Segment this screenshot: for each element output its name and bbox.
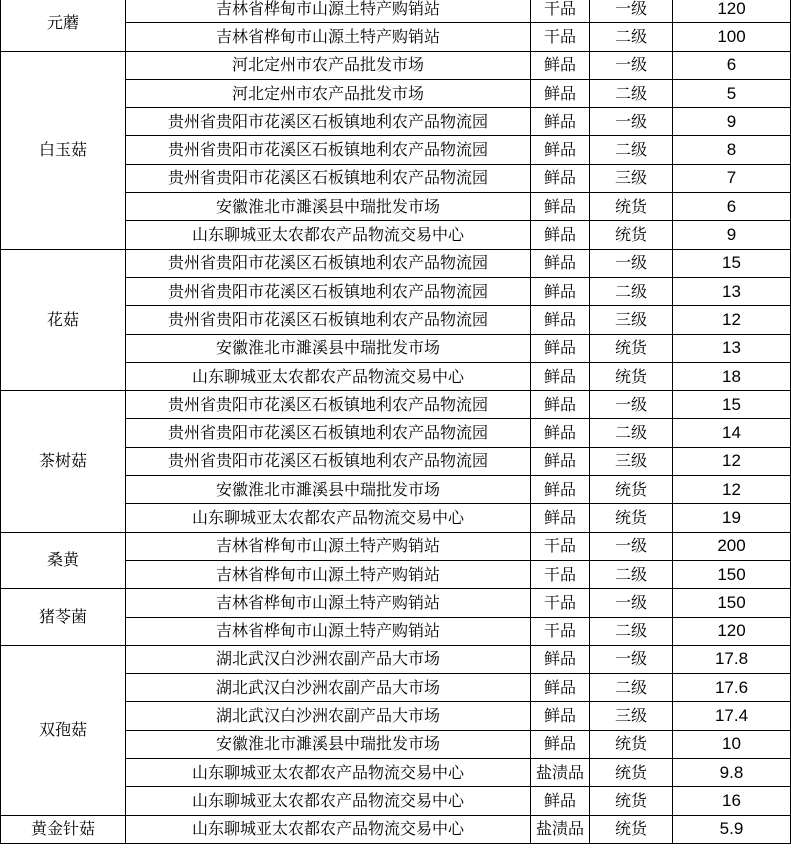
table-row [1,815,791,843]
market-cell: 山东聊城亚太农都农产品物流交易中心 [126,759,531,787]
market-cell: 吉林省桦甸市山源土特产购销站 [126,23,531,51]
grade-cell: 统货 [590,759,673,787]
product-type-cell: 盐渍品 [531,759,590,787]
table-row [1,51,791,79]
price-cell: 17.8 [673,645,791,673]
market-cell: 贵州省贵阳市花溪区石板镇地利农产品物流园 [126,136,531,164]
product-type-cell: 鲜品 [531,306,590,334]
market-cell: 吉林省桦甸市山源土特产购销站 [126,617,531,645]
product-name-cell: 猪苓菌 [1,589,126,646]
price-cell: 9 [673,221,791,249]
grade-cell: 一级 [590,391,673,419]
grade-cell: 统货 [590,334,673,362]
price-cell: 13 [673,334,791,362]
product-type-cell: 鲜品 [531,193,590,221]
product-name-cell: 桑黄 [1,532,126,589]
price-cell: 6 [673,193,791,221]
price-table-body [1,0,791,843]
market-cell: 贵州省贵阳市花溪区石板镇地利农产品物流园 [126,419,531,447]
product-type-cell: 鲜品 [531,164,590,192]
market-cell: 山东聊城亚太农都农产品物流交易中心 [126,815,531,843]
market-cell: 贵州省贵阳市花溪区石板镇地利农产品物流园 [126,249,531,277]
product-type-cell: 干品 [531,532,590,560]
price-cell: 8 [673,136,791,164]
grade-cell: 二级 [590,560,673,588]
grade-cell: 三级 [590,447,673,475]
price-cell: 100 [673,23,791,51]
product-type-cell: 干品 [531,0,590,23]
price-cell: 5 [673,79,791,107]
grade-cell: 统货 [590,815,673,843]
grade-cell: 二级 [590,136,673,164]
price-cell: 15 [673,249,791,277]
grade-cell: 二级 [590,23,673,51]
price-cell: 120 [673,0,791,23]
product-type-cell: 鲜品 [531,221,590,249]
product-type-cell: 鲜品 [531,277,590,305]
price-cell: 16 [673,787,791,815]
table-row [1,249,791,277]
product-type-cell: 鲜品 [531,391,590,419]
product-type-cell: 鲜品 [531,504,590,532]
product-type-cell: 鲜品 [531,362,590,390]
grade-cell: 三级 [590,702,673,730]
grade-cell: 三级 [590,306,673,334]
market-cell: 安徽淮北市濉溪县中瑞批发市场 [126,476,531,504]
price-cell: 200 [673,532,791,560]
product-type-cell: 鲜品 [531,136,590,164]
grade-cell: 统货 [590,476,673,504]
grade-cell: 统货 [590,362,673,390]
price-cell: 14 [673,419,791,447]
price-cell: 18 [673,362,791,390]
market-cell: 吉林省桦甸市山源土特产购销站 [126,0,531,23]
market-cell: 贵州省贵阳市花溪区石板镇地利农产品物流园 [126,391,531,419]
product-type-cell: 鲜品 [531,476,590,504]
market-cell: 河北定州市农产品批发市场 [126,79,531,107]
product-type-cell: 鲜品 [531,787,590,815]
grade-cell: 二级 [590,277,673,305]
grade-cell: 一级 [590,108,673,136]
market-cell: 湖北武汉白沙洲农副产品大市场 [126,702,531,730]
price-cell: 17.4 [673,702,791,730]
product-type-cell: 鲜品 [531,108,590,136]
product-type-cell: 干品 [531,560,590,588]
price-cell: 150 [673,560,791,588]
grade-cell: 二级 [590,617,673,645]
product-type-cell: 干品 [531,23,590,51]
product-type-cell: 鲜品 [531,419,590,447]
grade-cell: 统货 [590,787,673,815]
grade-cell: 一级 [590,645,673,673]
table-row [1,589,791,617]
product-type-cell: 鲜品 [531,447,590,475]
grade-cell: 二级 [590,79,673,107]
market-cell: 山东聊城亚太农都农产品物流交易中心 [126,504,531,532]
price-cell: 12 [673,476,791,504]
price-cell: 7 [673,164,791,192]
price-cell: 19 [673,504,791,532]
market-cell: 山东聊城亚太农都农产品物流交易中心 [126,362,531,390]
market-cell: 贵州省贵阳市花溪区石板镇地利农产品物流园 [126,277,531,305]
product-type-cell: 鲜品 [531,730,590,758]
price-cell: 150 [673,589,791,617]
grade-cell: 三级 [590,164,673,192]
market-cell: 湖北武汉白沙洲农副产品大市场 [126,674,531,702]
product-type-cell: 鲜品 [531,702,590,730]
grade-cell: 一级 [590,51,673,79]
market-cell: 安徽淮北市濉溪县中瑞批发市场 [126,334,531,362]
product-type-cell: 干品 [531,589,590,617]
product-type-cell: 盐渍品 [531,815,590,843]
market-cell: 贵州省贵阳市花溪区石板镇地利农产品物流园 [126,306,531,334]
table-row [1,391,791,419]
market-cell: 山东聊城亚太农都农产品物流交易中心 [126,221,531,249]
price-cell: 12 [673,447,791,475]
price-cell: 120 [673,617,791,645]
price-cell: 12 [673,306,791,334]
market-cell: 贵州省贵阳市花溪区石板镇地利农产品物流园 [126,108,531,136]
table-row [1,532,791,560]
market-cell: 湖北武汉白沙洲农副产品大市场 [126,645,531,673]
grade-cell: 统货 [590,730,673,758]
grade-cell: 二级 [590,674,673,702]
product-name-cell: 双孢菇 [1,645,126,815]
product-type-cell: 鲜品 [531,51,590,79]
grade-cell: 统货 [590,221,673,249]
product-type-cell: 鲜品 [531,674,590,702]
product-name-cell: 黄金针菇 [1,815,126,843]
grade-cell: 一级 [590,532,673,560]
grade-cell: 一级 [590,589,673,617]
product-type-cell: 干品 [531,617,590,645]
market-cell: 吉林省桦甸市山源土特产购销站 [126,589,531,617]
grade-cell: 统货 [590,504,673,532]
product-name-cell: 白玉菇 [1,51,126,249]
market-cell: 贵州省贵阳市花溪区石板镇地利农产品物流园 [126,164,531,192]
grade-cell: 一级 [590,249,673,277]
table-row [1,0,791,23]
price-cell: 9 [673,108,791,136]
product-type-cell: 鲜品 [531,79,590,107]
price-cell: 10 [673,730,791,758]
price-cell: 5.9 [673,815,791,843]
grade-cell: 统货 [590,193,673,221]
table-row [1,645,791,673]
product-type-cell: 鲜品 [531,334,590,362]
market-cell: 贵州省贵阳市花溪区石板镇地利农产品物流园 [126,447,531,475]
market-cell: 山东聊城亚太农都农产品物流交易中心 [126,787,531,815]
product-type-cell: 鲜品 [531,249,590,277]
price-cell: 13 [673,277,791,305]
grade-cell: 一级 [590,0,673,23]
product-name-cell: 花菇 [1,249,126,390]
price-cell: 9.8 [673,759,791,787]
product-name-cell: 元蘑 [1,0,126,51]
price-cell: 6 [673,51,791,79]
market-cell: 吉林省桦甸市山源土特产购销站 [126,560,531,588]
price-cell: 17.6 [673,674,791,702]
grade-cell: 二级 [590,419,673,447]
price-cell: 15 [673,391,791,419]
market-cell: 吉林省桦甸市山源土特产购销站 [126,532,531,560]
product-name-cell: 茶树菇 [1,391,126,532]
product-type-cell: 鲜品 [531,645,590,673]
market-cell: 安徽淮北市濉溪县中瑞批发市场 [126,193,531,221]
market-cell: 河北定州市农产品批发市场 [126,51,531,79]
market-cell: 安徽淮北市濉溪县中瑞批发市场 [126,730,531,758]
